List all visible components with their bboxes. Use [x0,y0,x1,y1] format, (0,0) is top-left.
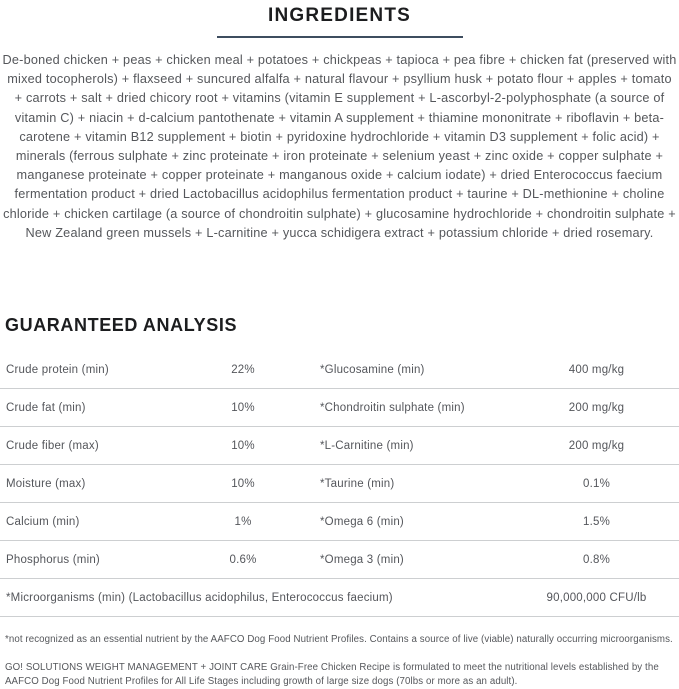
ingredients-text: De-boned chicken + peas + chicken meal + potatoes + chickpeas + tapioca + pea fibre + chicken fat (preserved with mixed tocopherols) + flaxseed + suncured alfalfa + natural flavour + psyllium husk + potato flour + apples + tomato + carrots + salt + dried chicory root + vitamins (vitamin E supplement + L-ascorbyl-2-polyphosphate (a source of vitamin C) + niacin + d-calcium pantothenate + vitamin A supplement + thiamine mononitrate + riboflavin + beta-carotene + vitamin B12 supplement + biotin + pyridoxine hydrochloride + vitamin D3 supplement + folic acid) + minerals (ferrous sulphate + zinc proteinate + iron proteinate + selenium yeast + zinc oxide + copper sulphate + manganese proteinate + copper proteinate + manganous oxide + calcium iodate) + dried Enterococcus faecium fermentation product + dried Lactobacillus acidophilus fermentation product + taurine + DL-methionine + choline chloride + chicken cartilage (a source of chondroitin sulphate) + glucosamine hydrochloride + chondroitin sulphate + New Zealand green mussels + L-carnitine + yucca schidigera extract + potassium chloride + dried rosemary. [2,53,677,240]
asterisk-footnote: *not recognized as an essential nutrient by the AAFCO Dog Food Nutrient Profiles. Contains a source of live (viable) naturally occurring microorganisms. [5,634,673,645]
table-row [0,389,679,427]
aafco-statement: GO! SOLUTIONS WEIGHT MANAGEMENT + JOINT CARE Grain-Free Chicken Recipe is formulated to meet the nutritional levels established by the AAFCO Dog Food Nutrient Profiles for All Life Stages including growth of large size dogs (70lbs or more as an adult). [5,662,659,687]
table-row [0,503,679,541]
nutrient-label: *Chondroitin sulphate (min) [320,401,465,414]
nutrient-value: 22% [231,363,255,376]
nutrient-label: *L-Carnitine (min) [320,439,414,452]
title-underline-rule [217,36,463,38]
nutrient-value: 0.8% [582,553,610,566]
nutrient-label: Crude protein (min) [6,363,109,376]
guaranteed-analysis-table [0,351,679,617]
nutrient-value: 200 mg/kg [568,401,625,414]
nutrient-value: 0.1% [582,477,610,490]
nutrient-label: *Glucosamine (min) [320,363,425,376]
nutrient-label: Crude fat (min) [6,401,86,414]
nutrient-label: *Omega 6 (min) [320,515,404,528]
table-row [0,465,679,503]
table-row-microorganisms [0,579,679,617]
nutrient-label: *Taurine (min) [320,477,395,490]
table-row [0,351,679,389]
nutrient-value: 200 mg/kg [568,439,625,452]
nutrient-label: Phosphorus (min) [6,553,100,566]
nutrient-value: 10% [231,401,255,414]
nutrient-label: Moisture (max) [6,477,86,490]
nutrient-value: 1.5% [582,515,610,528]
nutrient-value: 0.6% [229,553,257,566]
table-row [0,427,679,465]
nutrient-label: *Omega 3 (min) [320,553,404,566]
nutrient-label: Crude fiber (max) [6,439,99,452]
nutrient-label: *Microorganisms (min) (Lactobacillus acidophilus, Enterococcus faecium) [6,591,393,604]
nutrient-value: 1% [234,515,252,528]
nutrient-value: 400 mg/kg [568,363,625,376]
ingredients-title: INGREDIENTS [267,5,412,26]
nutrient-label: Calcium (min) [6,515,80,528]
nutrient-value: 10% [231,439,255,452]
nutrient-value: 90,000,000 CFU/lb [546,591,647,604]
nutrient-value: 10% [231,477,255,490]
table-row [0,541,679,579]
guaranteed-analysis-title: GUARANTEED ANALYSIS [5,315,238,335]
